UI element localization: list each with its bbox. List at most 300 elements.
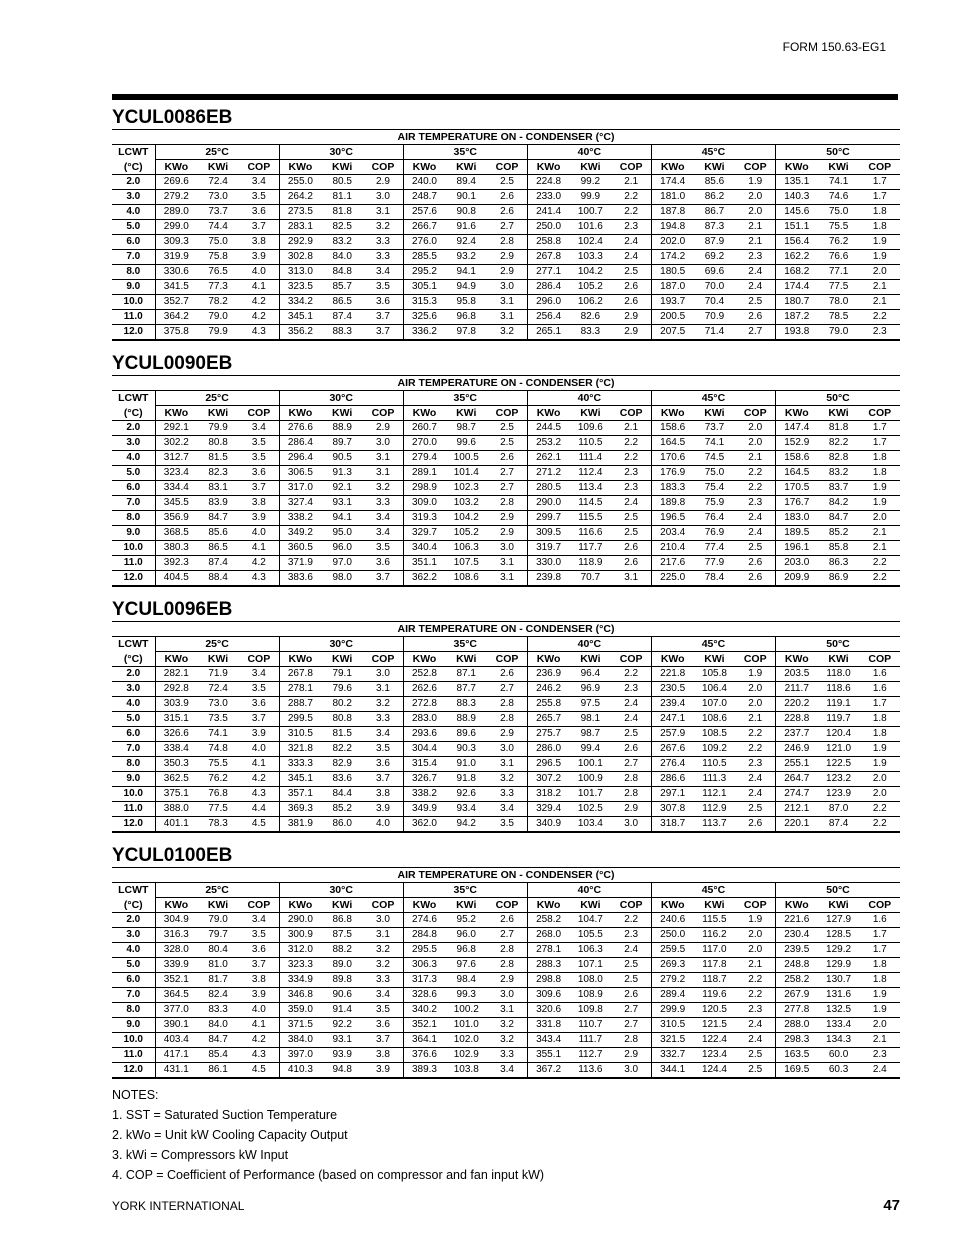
table-row: [112, 436, 900, 451]
table-cell: 327.4: [279, 496, 321, 511]
table-cell: 3.3: [363, 250, 403, 265]
model-section: [112, 107, 902, 341]
table-cell: 401.1: [155, 817, 197, 833]
lcwt-value: 10.0: [112, 787, 155, 802]
table-cell: 298.8: [527, 973, 569, 988]
table-cell: 81.5: [197, 451, 239, 466]
air-temperature-header: AIR TEMPERATURE ON - CONDENSER (°C): [112, 130, 900, 145]
table-cell: 147.4: [776, 421, 818, 436]
table-cell: 2.5: [611, 511, 651, 526]
table-cell: 106.3: [445, 541, 487, 556]
table-cell: 133.4: [818, 1018, 860, 1033]
table-cell: 315.4: [403, 757, 445, 772]
condenser-temp-header: 50°C: [776, 637, 901, 652]
table-cell: 100.1: [569, 757, 611, 772]
table-cell: 2.6: [487, 190, 527, 205]
table-cell: 3.4: [363, 727, 403, 742]
table-cell: 3.2: [363, 943, 403, 958]
table-row: [112, 571, 900, 587]
table-cell: 312.0: [279, 943, 321, 958]
table-cell: 2.8: [487, 943, 527, 958]
table-row: [112, 295, 900, 310]
table-cell: 296.0: [527, 295, 569, 310]
table-cell: 108.0: [569, 973, 611, 988]
table-cell: 82.3: [197, 466, 239, 481]
table-cell: 102.0: [445, 1033, 487, 1048]
table-cell: 2.0: [860, 1018, 900, 1033]
table-cell: 2.0: [735, 682, 775, 697]
column-header-kwi: KWi: [197, 652, 239, 667]
condenser-temp-header: 45°C: [651, 391, 775, 406]
table-cell: 97.8: [445, 325, 487, 341]
table-cell: 2.5: [611, 973, 651, 988]
column-header-kwo: KWo: [776, 652, 818, 667]
table-cell: 2.9: [487, 727, 527, 742]
lcwt-unit: (°C): [112, 406, 155, 421]
table-cell: 113.4: [569, 481, 611, 496]
table-cell: 80.4: [197, 943, 239, 958]
table-cell: 200.5: [651, 310, 693, 325]
column-header-kwo: KWo: [403, 160, 445, 175]
table-cell: 237.7: [776, 727, 818, 742]
table-cell: 352.1: [403, 1018, 445, 1033]
table-cell: 259.5: [651, 943, 693, 958]
table-row: [112, 1033, 900, 1048]
table-cell: 77.4: [693, 541, 735, 556]
table-cell: 317.0: [279, 481, 321, 496]
table-cell: 93.2: [445, 250, 487, 265]
table-cell: 2.2: [611, 913, 651, 928]
table-row: [112, 280, 900, 295]
table-cell: 298.9: [403, 481, 445, 496]
table-row: [112, 988, 900, 1003]
table-cell: 3.1: [363, 205, 403, 220]
table-cell: 180.7: [776, 295, 818, 310]
column-header-kwo: KWo: [527, 160, 569, 175]
table-cell: 3.7: [239, 958, 279, 973]
table-cell: 2.1: [735, 451, 775, 466]
table-cell: 2.9: [487, 511, 527, 526]
column-header-kwi: KWi: [321, 160, 363, 175]
table-cell: 1.8: [860, 205, 900, 220]
table-cell: 193.7: [651, 295, 693, 310]
table-cell: 107.0: [693, 697, 735, 712]
table-row: [112, 928, 900, 943]
table-cell: 2.1: [735, 235, 775, 250]
table-cell: 2.8: [487, 235, 527, 250]
table-cell: 257.9: [651, 727, 693, 742]
table-cell: 74.1: [818, 175, 860, 190]
table-cell: 180.5: [651, 265, 693, 280]
note-item: 1. SST = Saturated Suction Temperature: [112, 1108, 338, 1122]
table-cell: 2.9: [611, 325, 651, 341]
lcwt-label: LCWT: [112, 145, 155, 160]
table-cell: 88.9: [445, 712, 487, 727]
table-cell: 96.0: [321, 541, 363, 556]
table-cell: 2.5: [735, 1048, 775, 1063]
table-cell: 69.2: [693, 250, 735, 265]
table-cell: 3.2: [487, 1033, 527, 1048]
table-cell: 2.4: [735, 265, 775, 280]
condenser-temp-header: 30°C: [279, 145, 403, 160]
model-section: [112, 599, 902, 833]
table-cell: 73.7: [693, 421, 735, 436]
table-cell: 346.8: [279, 988, 321, 1003]
table-cell: 2.1: [860, 541, 900, 556]
lcwt-value: 11.0: [112, 1048, 155, 1063]
table-cell: 78.2: [197, 295, 239, 310]
column-header-cop: COP: [735, 406, 775, 421]
column-header-cop: COP: [860, 652, 900, 667]
table-cell: 302.8: [279, 250, 321, 265]
lcwt-value: 8.0: [112, 1003, 155, 1018]
table-cell: 3.6: [363, 1018, 403, 1033]
column-header-cop: COP: [487, 898, 527, 913]
table-cell: 389.3: [403, 1063, 445, 1079]
table-cell: 99.3: [445, 988, 487, 1003]
table-cell: 132.5: [818, 1003, 860, 1018]
table-cell: 158.6: [651, 421, 693, 436]
table-cell: 87.4: [197, 556, 239, 571]
table-cell: 112.9: [693, 802, 735, 817]
table-cell: 4.2: [239, 556, 279, 571]
table-cell: 70.0: [693, 280, 735, 295]
lcwt-value: 10.0: [112, 541, 155, 556]
table-cell: 286.4: [527, 280, 569, 295]
table-cell: 84.7: [197, 1033, 239, 1048]
column-header-kwi: KWi: [321, 898, 363, 913]
table-cell: 278.1: [527, 943, 569, 958]
lcwt-value: 12.0: [112, 817, 155, 833]
table-cell: 265.1: [527, 325, 569, 341]
table-cell: 96.8: [445, 310, 487, 325]
table-cell: 194.8: [651, 220, 693, 235]
table-row: [112, 526, 900, 541]
table-cell: 357.1: [279, 787, 321, 802]
table-cell: 3.7: [363, 772, 403, 787]
table-cell: 97.0: [321, 556, 363, 571]
table-row: [112, 742, 900, 757]
lcwt-value: 2.0: [112, 175, 155, 190]
table-cell: 85.4: [197, 1048, 239, 1063]
table-cell: 4.1: [239, 280, 279, 295]
table-cell: 334.2: [279, 295, 321, 310]
table-cell: 83.2: [321, 235, 363, 250]
table-cell: 3.1: [487, 556, 527, 571]
table-row: [112, 175, 900, 190]
table-cell: 410.3: [279, 1063, 321, 1079]
column-header-kwi: KWi: [569, 898, 611, 913]
table-cell: 71.4: [693, 325, 735, 341]
table-cell: 3.1: [363, 682, 403, 697]
table-cell: 203.0: [776, 556, 818, 571]
page-number: 47: [883, 1197, 900, 1214]
table-cell: 163.5: [776, 1048, 818, 1063]
table-cell: 91.0: [445, 757, 487, 772]
table-cell: 304.9: [155, 913, 197, 928]
condenser-temp-header: 40°C: [527, 391, 651, 406]
table-cell: 3.4: [239, 175, 279, 190]
table-cell: 100.2: [445, 1003, 487, 1018]
table-cell: 162.2: [776, 250, 818, 265]
condenser-temp-header: 30°C: [279, 883, 403, 898]
table-cell: 81.7: [197, 973, 239, 988]
lcwt-value: 9.0: [112, 280, 155, 295]
condenser-temp-header: 30°C: [279, 637, 403, 652]
table-cell: 99.9: [569, 190, 611, 205]
table-cell: 333.3: [279, 757, 321, 772]
table-cell: 270.0: [403, 436, 445, 451]
condenser-temp-header: 25°C: [155, 637, 279, 652]
table-cell: 246.2: [527, 682, 569, 697]
table-cell: 247.1: [651, 712, 693, 727]
table-cell: 109.6: [569, 421, 611, 436]
table-cell: 360.5: [279, 541, 321, 556]
table-cell: 2.8: [487, 958, 527, 973]
table-cell: 1.6: [860, 667, 900, 682]
table-cell: 2.7: [611, 1003, 651, 1018]
table-cell: 3.2: [363, 220, 403, 235]
table-cell: 248.8: [776, 958, 818, 973]
table-cell: 340.9: [527, 817, 569, 833]
table-row: [112, 817, 900, 833]
table-cell: 2.8: [487, 496, 527, 511]
table-cell: 83.7: [818, 481, 860, 496]
column-header-kwi: KWi: [445, 652, 487, 667]
table-cell: 375.1: [155, 787, 197, 802]
air-temperature-header: AIR TEMPERATURE ON - CONDENSER (°C): [112, 376, 900, 391]
column-header-cop: COP: [611, 406, 651, 421]
table-cell: 72.4: [197, 682, 239, 697]
table-cell: 102.4: [569, 235, 611, 250]
table-cell: 4.0: [239, 1003, 279, 1018]
table-cell: 2.0: [735, 421, 775, 436]
table-cell: 2.2: [860, 556, 900, 571]
table-row: [112, 1003, 900, 1018]
column-header-kwi: KWi: [693, 160, 735, 175]
table-cell: 82.8: [818, 451, 860, 466]
table-cell: 84.8: [321, 265, 363, 280]
table-cell: 371.9: [279, 556, 321, 571]
table-cell: 306.3: [403, 958, 445, 973]
lcwt-unit: (°C): [112, 898, 155, 913]
lcwt-value: 5.0: [112, 466, 155, 481]
lcwt-value: 9.0: [112, 526, 155, 541]
table-cell: 101.7: [569, 787, 611, 802]
table-cell: 2.9: [487, 973, 527, 988]
table-cell: 105.8: [693, 667, 735, 682]
lcwt-value: 6.0: [112, 727, 155, 742]
table-cell: 2.3: [735, 757, 775, 772]
table-cell: 3.4: [239, 913, 279, 928]
table-row: [112, 556, 900, 571]
table-cell: 170.5: [776, 481, 818, 496]
table-row: [112, 310, 900, 325]
table-cell: 267.6: [651, 742, 693, 757]
table-cell: 1.9: [860, 1003, 900, 1018]
column-header-cop: COP: [239, 406, 279, 421]
table-cell: 431.1: [155, 1063, 197, 1079]
table-cell: 283.0: [403, 712, 445, 727]
table-cell: 79.9: [197, 325, 239, 341]
lcwt-value: 11.0: [112, 556, 155, 571]
table-cell: 82.5: [321, 220, 363, 235]
table-cell: 78.5: [818, 310, 860, 325]
column-header-kwo: KWo: [776, 160, 818, 175]
condenser-temp-header: 40°C: [527, 637, 651, 652]
table-cell: 369.3: [279, 802, 321, 817]
table-cell: 74.6: [818, 190, 860, 205]
lcwt-value: 4.0: [112, 451, 155, 466]
table-cell: 81.0: [197, 958, 239, 973]
table-cell: 267.8: [527, 250, 569, 265]
table-cell: 264.7: [776, 772, 818, 787]
table-cell: 105.2: [445, 526, 487, 541]
table-cell: 2.2: [735, 988, 775, 1003]
table-cell: 269.6: [155, 175, 197, 190]
table-cell: 115.5: [693, 913, 735, 928]
table-cell: 123.9: [818, 787, 860, 802]
table-cell: 2.3: [860, 325, 900, 341]
table-cell: 295.2: [403, 265, 445, 280]
table-cell: 1.8: [860, 973, 900, 988]
table-row: [112, 451, 900, 466]
table-cell: 340.2: [403, 1003, 445, 1018]
condenser-temp-header: 25°C: [155, 883, 279, 898]
table-cell: 118.0: [818, 667, 860, 682]
table-cell: 349.9: [403, 802, 445, 817]
table-cell: 102.9: [445, 1048, 487, 1063]
table-cell: 262.1: [527, 451, 569, 466]
table-cell: 2.3: [735, 496, 775, 511]
table-row: [112, 682, 900, 697]
table-cell: 292.9: [279, 235, 321, 250]
table-cell: 92.6: [445, 787, 487, 802]
table-cell: 2.9: [611, 310, 651, 325]
table-cell: 310.5: [651, 1018, 693, 1033]
table-cell: 2.1: [735, 712, 775, 727]
table-cell: 183.3: [651, 481, 693, 496]
table-cell: 113.7: [693, 817, 735, 833]
column-header-kwo: KWo: [279, 652, 321, 667]
table-cell: 359.0: [279, 1003, 321, 1018]
table-cell: 3.4: [239, 667, 279, 682]
table-cell: 3.2: [363, 958, 403, 973]
lcwt-value: 12.0: [112, 1063, 155, 1079]
table-cell: 94.2: [445, 817, 487, 833]
table-cell: 86.8: [321, 913, 363, 928]
lcwt-value: 7.0: [112, 496, 155, 511]
column-header-cop: COP: [611, 898, 651, 913]
table-cell: 112.7: [569, 1048, 611, 1063]
table-cell: 81.8: [818, 421, 860, 436]
table-cell: 83.6: [321, 772, 363, 787]
table-cell: 239.8: [527, 571, 569, 587]
table-cell: 95.8: [445, 295, 487, 310]
table-cell: 3.9: [239, 250, 279, 265]
condenser-temp-header: 35°C: [403, 883, 527, 898]
table-cell: 152.9: [776, 436, 818, 451]
table-row: [112, 712, 900, 727]
table-cell: 84.7: [197, 511, 239, 526]
table-cell: 123.2: [818, 772, 860, 787]
table-row: [112, 220, 900, 235]
table-cell: 4.3: [239, 325, 279, 341]
table-cell: 99.6: [445, 436, 487, 451]
table-cell: 2.7: [487, 682, 527, 697]
column-header-kwo: KWo: [155, 898, 197, 913]
table-cell: 76.5: [197, 265, 239, 280]
table-cell: 100.9: [569, 772, 611, 787]
table-cell: 2.4: [611, 943, 651, 958]
table-cell: 169.5: [776, 1063, 818, 1079]
table-cell: 4.5: [239, 1063, 279, 1079]
table-cell: 73.5: [197, 712, 239, 727]
table-cell: 364.1: [403, 1033, 445, 1048]
table-cell: 176.7: [776, 496, 818, 511]
table-cell: 3.7: [363, 571, 403, 587]
lcwt-value: 2.0: [112, 421, 155, 436]
table-cell: 130.7: [818, 973, 860, 988]
table-cell: 87.0: [818, 802, 860, 817]
lcwt-value: 3.0: [112, 928, 155, 943]
table-cell: 343.4: [527, 1033, 569, 1048]
table-cell: 86.5: [321, 295, 363, 310]
table-cell: 356.2: [279, 325, 321, 341]
table-cell: 2.5: [487, 436, 527, 451]
table-cell: 3.9: [239, 511, 279, 526]
table-cell: 212.1: [776, 802, 818, 817]
table-cell: 302.2: [155, 436, 197, 451]
column-header-kwi: KWi: [321, 652, 363, 667]
table-cell: 74.8: [197, 742, 239, 757]
column-header-kwi: KWi: [693, 652, 735, 667]
table-cell: 3.6: [363, 757, 403, 772]
table-cell: 1.9: [860, 742, 900, 757]
table-cell: 109.8: [569, 1003, 611, 1018]
table-cell: 189.5: [776, 526, 818, 541]
table-cell: 82.6: [569, 310, 611, 325]
table-cell: 89.6: [445, 727, 487, 742]
table-cell: 276.4: [651, 757, 693, 772]
table-cell: 267.8: [279, 667, 321, 682]
table-cell: 104.2: [569, 265, 611, 280]
table-cell: 158.6: [776, 451, 818, 466]
table-cell: 345.1: [279, 772, 321, 787]
column-header-cop: COP: [363, 160, 403, 175]
table-cell: 102.3: [445, 481, 487, 496]
table-cell: 257.6: [403, 205, 445, 220]
table-cell: 277.1: [527, 265, 569, 280]
table-cell: 286.4: [279, 436, 321, 451]
table-cell: 344.1: [651, 1063, 693, 1079]
table-cell: 340.4: [403, 541, 445, 556]
table-cell: 86.2: [693, 190, 735, 205]
table-cell: 134.3: [818, 1033, 860, 1048]
column-header-kwo: KWo: [527, 406, 569, 421]
table-cell: 1.8: [860, 712, 900, 727]
table-cell: 128.5: [818, 928, 860, 943]
table-cell: 86.7: [693, 205, 735, 220]
table-cell: 2.6: [611, 541, 651, 556]
lcwt-value: 8.0: [112, 265, 155, 280]
table-cell: 296.5: [527, 757, 569, 772]
condenser-temp-header: 45°C: [651, 883, 775, 898]
table-cell: 390.1: [155, 1018, 197, 1033]
table-cell: 91.4: [321, 1003, 363, 1018]
table-cell: 91.3: [321, 466, 363, 481]
table-cell: 3.7: [363, 1033, 403, 1048]
